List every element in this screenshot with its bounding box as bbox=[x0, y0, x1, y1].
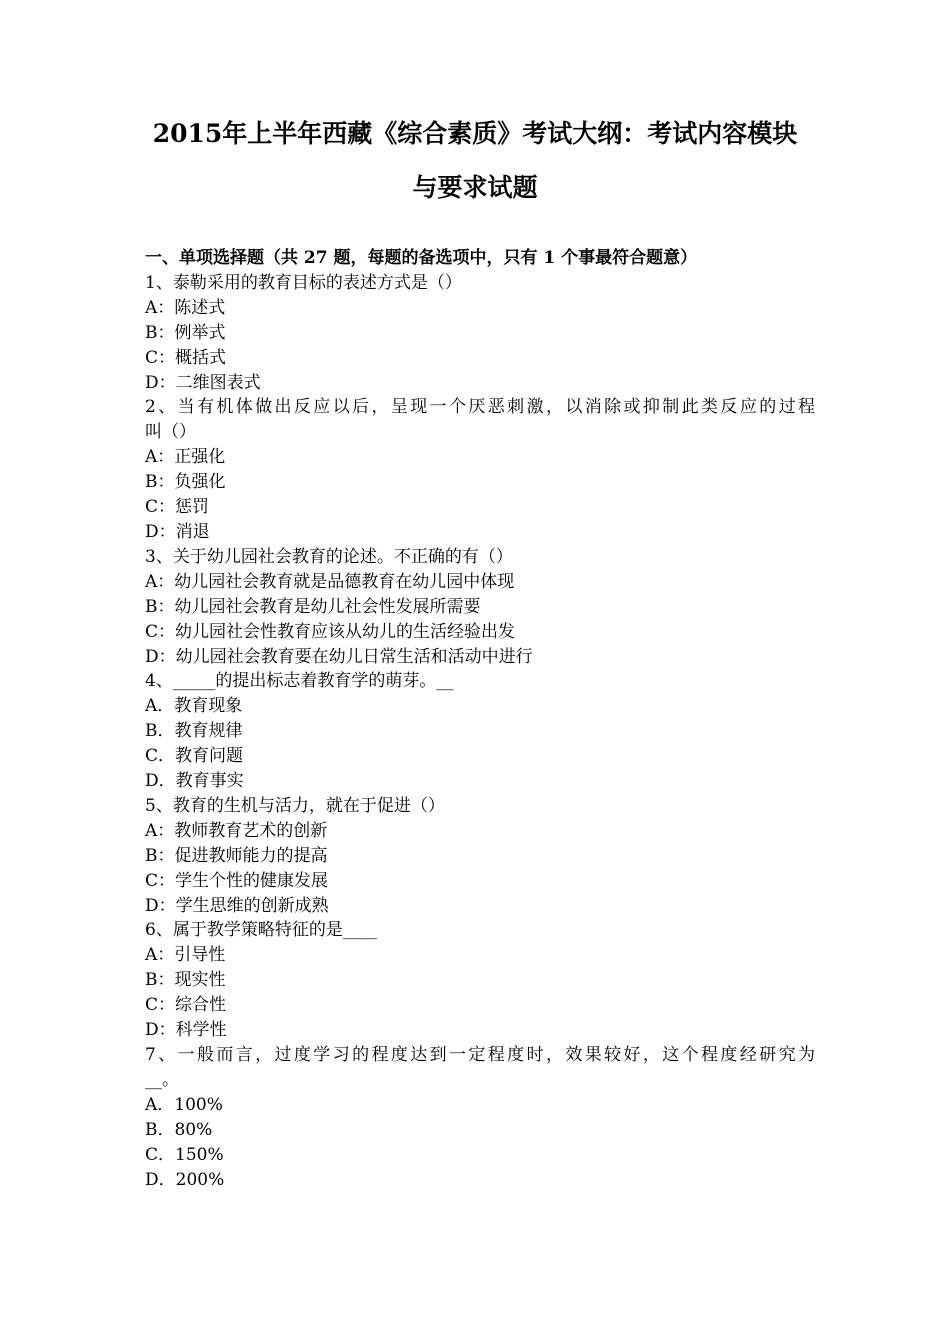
option-b: B：现实性 bbox=[145, 970, 226, 991]
option-b: B：例举式 bbox=[145, 322, 226, 343]
question-5 bbox=[145, 794, 815, 919]
option-b: B．80% bbox=[145, 1119, 213, 1140]
option-b: B．教育规律 bbox=[145, 721, 243, 742]
document-body bbox=[145, 246, 815, 1192]
question-4 bbox=[145, 669, 815, 794]
question-6 bbox=[145, 918, 815, 1043]
option-c: C．150% bbox=[145, 1144, 224, 1165]
option-d: D：学生思维的创新成熟 bbox=[145, 895, 329, 916]
option-a: A：教师教育艺术的创新 bbox=[145, 820, 328, 841]
option-d: D．200% bbox=[145, 1169, 225, 1190]
option-a: A：幼儿园社会教育就是品德教育在幼儿园中体现 bbox=[145, 571, 515, 592]
option-d: D：二维图表式 bbox=[145, 372, 261, 393]
question-text: 3、关于幼儿园社会教育的论述。不正确的有（） bbox=[145, 546, 513, 567]
option-c: C：幼儿园社会性教育应该从幼儿的生活经验出发 bbox=[145, 621, 516, 642]
question-text-continued: 叫（） bbox=[145, 422, 196, 443]
question-text: 6、属于教学策略特征的是____ bbox=[145, 920, 377, 941]
option-c: C：综合性 bbox=[145, 995, 227, 1016]
option-a: A．100% bbox=[145, 1094, 223, 1115]
question-text: 1、泰勒采用的教育目标的表述方式是（） bbox=[145, 272, 462, 293]
question-text: 4、_____的提出标志着教育学的萌芽。__ bbox=[145, 671, 454, 692]
option-b: B：幼儿园社会教育是幼儿社会性发展所需要 bbox=[145, 596, 481, 617]
option-c: C：学生个性的健康发展 bbox=[145, 870, 329, 891]
option-a: A．教育现象 bbox=[145, 696, 243, 717]
option-a: A：正强化 bbox=[145, 447, 226, 468]
section-heading: 一、单项选择题（共 27 题，每题的备选项中，只有 1 个事最符合题意） bbox=[145, 248, 698, 268]
question-7 bbox=[145, 1043, 815, 1192]
option-b: B：负强化 bbox=[145, 472, 226, 493]
document-title-line-2: 与要求试题 bbox=[412, 173, 538, 202]
option-c: C．教育问题 bbox=[145, 746, 244, 767]
option-a: A：引导性 bbox=[145, 945, 226, 966]
option-d: D：消退 bbox=[145, 521, 210, 542]
option-b: B：促进教师能力的提高 bbox=[145, 845, 328, 866]
question-text: 2、当有机体做出反应以后，呈现一个厌恶刺激，以消除或抑制此类反应的过程 bbox=[145, 397, 815, 418]
document-title-line-1: 2015年上半年西藏《综合素质》考试大纲：考试内容模块 bbox=[152, 119, 798, 148]
option-a: A：陈述式 bbox=[145, 297, 226, 318]
option-c: C：惩罚 bbox=[145, 497, 210, 518]
question-text: 7、一般而言，过度学习的程度达到一定程度时，效果较好，这个程度经研究为 bbox=[145, 1045, 815, 1065]
option-d: D：幼儿园社会教育要在幼儿日常生活和活动中进行 bbox=[145, 646, 533, 667]
question-2 bbox=[145, 395, 815, 544]
question-text-continued: __。 bbox=[145, 1069, 179, 1090]
question-text: 5、教育的生机与活力，就在于促进（） bbox=[145, 795, 445, 816]
option-d: D．教育事实 bbox=[145, 771, 244, 792]
option-c: C：概括式 bbox=[145, 347, 227, 368]
question-1 bbox=[145, 271, 815, 396]
question-3 bbox=[145, 545, 815, 670]
option-d: D：科学性 bbox=[145, 1020, 227, 1041]
